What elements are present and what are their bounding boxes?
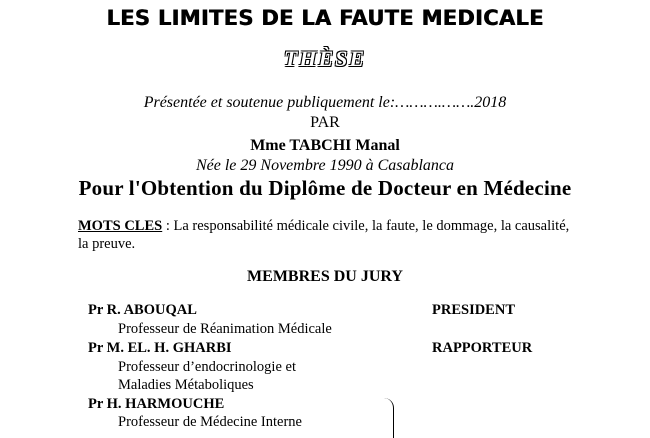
thesis-title: LES LIMITES DE LA FAUTE MEDICALE — [106, 6, 544, 30]
presentation-line: Présentée et soutenue publiquement le:……….…….2018 — [143, 94, 507, 111]
jury-member-name: Pr H. HARMOUCHE — [88, 396, 225, 412]
jury-member-role: PRESIDENT — [432, 302, 515, 318]
par-line: PAR — [310, 114, 340, 131]
jury-member-title: Professeur d’endocrinologie et — [118, 359, 296, 375]
jury-member-title: Maladies Métaboliques — [118, 377, 254, 393]
jury-member-title: Professeur de Réanimation Médicale — [118, 321, 332, 337]
jury-member-title: Professeur de Médecine Interne — [118, 414, 302, 430]
brace-mark — [383, 398, 394, 438]
jury-heading: MEMBRES DU JURY — [247, 268, 403, 285]
document-type: THÈSE — [283, 46, 367, 71]
keywords-block — [78, 217, 578, 253]
keywords-label: MOTS CLES — [78, 218, 163, 234]
author-name: Mme TABCHI Manal — [250, 137, 400, 154]
keywords-text: : La responsabilité médicale civile, la faute, le dommage, la causalité, la preuve. — [78, 218, 570, 252]
jury-member-role: RAPPORTEUR — [432, 340, 533, 356]
jury-member-name: Pr M. EL. H. GHARBI — [88, 340, 232, 356]
author-birth: Née le 29 Novembre 1990 à Casablanca — [195, 157, 455, 174]
degree-purpose: Pour l'Obtention du Diplôme de Docteur en Médecine — [78, 176, 572, 200]
jury-member-name: Pr R. ABOUQAL — [88, 302, 197, 318]
